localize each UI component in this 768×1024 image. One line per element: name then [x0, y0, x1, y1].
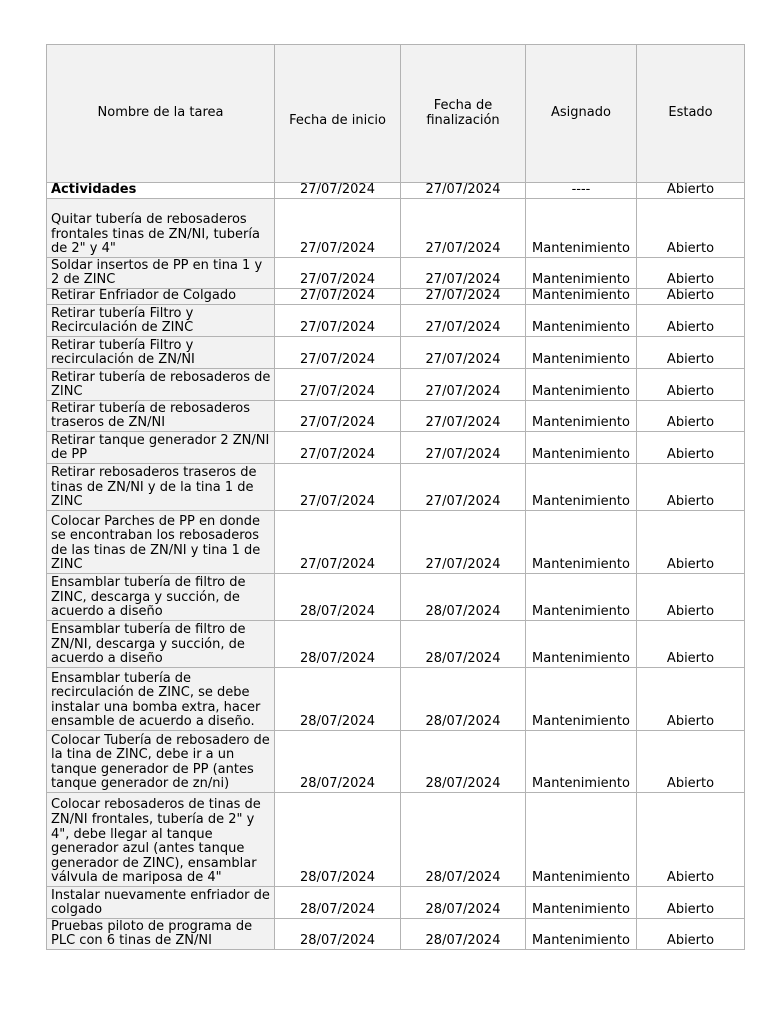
header-end-date: Fecha de finalización [401, 45, 526, 183]
start-date-cell: 27/07/2024 [275, 432, 401, 464]
task-name-cell: Actividades [47, 183, 275, 199]
table-row [47, 919, 745, 950]
assigned-cell: Mantenimiento [526, 919, 637, 950]
table-row [47, 668, 745, 731]
table-row [47, 511, 745, 574]
table-row [47, 199, 745, 258]
end-date-cell: 28/07/2024 [401, 731, 526, 793]
header-start-date: Fecha de inicio [275, 45, 401, 183]
end-date-cell: 27/07/2024 [401, 305, 526, 337]
table-row [47, 432, 745, 464]
start-date-cell: 27/07/2024 [275, 369, 401, 401]
start-date-cell: 27/07/2024 [275, 183, 401, 199]
task-name-cell: Retirar tubería Filtro y Recirculación de ZINC [47, 305, 275, 337]
status-cell: Abierto [637, 432, 745, 464]
header-task: Nombre de la tarea [47, 45, 275, 183]
status-cell: Abierto [637, 621, 745, 668]
end-date-cell: 27/07/2024 [401, 289, 526, 305]
end-date-cell: 27/07/2024 [401, 337, 526, 369]
task-name-cell: Ensamblar tubería de filtro de ZN/NI, descarga y succión, de acuerdo a diseño [47, 621, 275, 668]
table-row [47, 574, 745, 621]
end-date-cell: 27/07/2024 [401, 401, 526, 432]
table-row [47, 793, 745, 887]
status-cell: Abierto [637, 258, 745, 289]
status-cell: Abierto [637, 401, 745, 432]
task-name-cell: Retirar rebosaderos traseros de tinas de ZN/NI y de la tina 1 de ZINC [47, 464, 275, 511]
start-date-cell: 28/07/2024 [275, 668, 401, 731]
end-date-cell: 27/07/2024 [401, 369, 526, 401]
start-date-cell: 27/07/2024 [275, 401, 401, 432]
assigned-cell: Mantenimiento [526, 337, 637, 369]
task-name-cell: Retirar Enfriador de Colgado [47, 289, 275, 305]
table-row [47, 258, 745, 289]
table-row [47, 401, 745, 432]
start-date-cell: 27/07/2024 [275, 305, 401, 337]
assigned-cell: Mantenimiento [526, 289, 637, 305]
header-status: Estado [637, 45, 745, 183]
assigned-cell: Mantenimiento [526, 199, 637, 258]
start-date-cell: 28/07/2024 [275, 793, 401, 887]
task-name-cell: Retirar tubería de rebosaderos de ZINC [47, 369, 275, 401]
end-date-cell: 27/07/2024 [401, 511, 526, 574]
task-name-cell: Ensamblar tubería de filtro de ZINC, descarga y succión, de acuerdo a diseño [47, 574, 275, 621]
end-date-cell: 28/07/2024 [401, 574, 526, 621]
table-row [47, 369, 745, 401]
task-name-cell: Colocar Parches de PP en donde se encontraban los rebosaderos de las tinas de ZN/NI y tina 1 de ZINC [47, 511, 275, 574]
status-cell: Abierto [637, 369, 745, 401]
start-date-cell: 28/07/2024 [275, 574, 401, 621]
task-name-cell: Colocar rebosaderos de tinas de ZN/NI frontales, tubería de 2" y 4", debe llegar al tanque generador azul (antes tanque generador de ZINC), ensamblar válvula de mariposa de 4" [47, 793, 275, 887]
header-row [47, 45, 745, 183]
start-date-cell: 28/07/2024 [275, 621, 401, 668]
assigned-cell: Mantenimiento [526, 432, 637, 464]
status-cell: Abierto [637, 337, 745, 369]
assigned-cell: ---- [526, 183, 637, 199]
start-date-cell: 27/07/2024 [275, 511, 401, 574]
assigned-cell: Mantenimiento [526, 258, 637, 289]
status-cell: Abierto [637, 183, 745, 199]
task-name-cell: Pruebas piloto de programa de PLC con 6 tinas de ZN/NI [47, 919, 275, 950]
header-assigned: Asignado [526, 45, 637, 183]
task-name-cell: Instalar nuevamente enfriador de colgado [47, 887, 275, 919]
status-cell: Abierto [637, 887, 745, 919]
assigned-cell: Mantenimiento [526, 401, 637, 432]
table-row [47, 337, 745, 369]
start-date-cell: 28/07/2024 [275, 887, 401, 919]
start-date-cell: 27/07/2024 [275, 199, 401, 258]
assigned-cell: Mantenimiento [526, 621, 637, 668]
end-date-cell: 27/07/2024 [401, 183, 526, 199]
end-date-cell: 28/07/2024 [401, 793, 526, 887]
assigned-cell: Mantenimiento [526, 668, 637, 731]
assigned-cell: Mantenimiento [526, 574, 637, 621]
assigned-cell: Mantenimiento [526, 369, 637, 401]
status-cell: Abierto [637, 793, 745, 887]
end-date-cell: 27/07/2024 [401, 258, 526, 289]
status-cell: Abierto [637, 289, 745, 305]
task-name-cell: Colocar Tubería de rebosadero de la tina de ZINC, debe ir a un tanque generador de PP (antes tanque generador de zn/ni) [47, 731, 275, 793]
start-date-cell: 27/07/2024 [275, 464, 401, 511]
assigned-cell: Mantenimiento [526, 793, 637, 887]
status-cell: Abierto [637, 199, 745, 258]
end-date-cell: 28/07/2024 [401, 621, 526, 668]
end-date-cell: 28/07/2024 [401, 919, 526, 950]
task-table [46, 44, 745, 950]
assigned-cell: Mantenimiento [526, 305, 637, 337]
task-name-cell: Ensamblar tubería de recirculación de ZINC, se debe instalar una bomba extra, hacer ensamble de acuerdo a diseño. [47, 668, 275, 731]
assigned-cell: Mantenimiento [526, 731, 637, 793]
task-name-cell: Quitar tubería de rebosaderos frontales tinas de ZN/NI, tubería de 2" y 4" [47, 199, 275, 258]
end-date-cell: 27/07/2024 [401, 199, 526, 258]
end-date-cell: 28/07/2024 [401, 668, 526, 731]
status-cell: Abierto [637, 464, 745, 511]
end-date-cell: 27/07/2024 [401, 432, 526, 464]
section-row [47, 183, 745, 199]
status-cell: Abierto [637, 574, 745, 621]
task-name-cell: Retirar tubería Filtro y recirculación de ZN/NI [47, 337, 275, 369]
status-cell: Abierto [637, 305, 745, 337]
start-date-cell: 27/07/2024 [275, 258, 401, 289]
assigned-cell: Mantenimiento [526, 464, 637, 511]
status-cell: Abierto [637, 511, 745, 574]
start-date-cell: 27/07/2024 [275, 337, 401, 369]
table-header [47, 45, 745, 183]
table-row [47, 464, 745, 511]
status-cell: Abierto [637, 919, 745, 950]
table-row [47, 731, 745, 793]
assigned-cell: Mantenimiento [526, 511, 637, 574]
start-date-cell: 28/07/2024 [275, 731, 401, 793]
table-row [47, 289, 745, 305]
status-cell: Abierto [637, 668, 745, 731]
task-name-cell: Retirar tanque generador 2 ZN/NI de PP [47, 432, 275, 464]
start-date-cell: 27/07/2024 [275, 289, 401, 305]
task-name-cell: Retirar tubería de rebosaderos traseros de ZN/NI [47, 401, 275, 432]
table-body [47, 183, 745, 950]
status-cell: Abierto [637, 731, 745, 793]
task-name-cell: Soldar insertos de PP en tina 1 y 2 de ZINC [47, 258, 275, 289]
table-row [47, 621, 745, 668]
end-date-cell: 28/07/2024 [401, 887, 526, 919]
end-date-cell: 27/07/2024 [401, 464, 526, 511]
start-date-cell: 28/07/2024 [275, 919, 401, 950]
table-row [47, 887, 745, 919]
table-row [47, 305, 745, 337]
assigned-cell: Mantenimiento [526, 887, 637, 919]
